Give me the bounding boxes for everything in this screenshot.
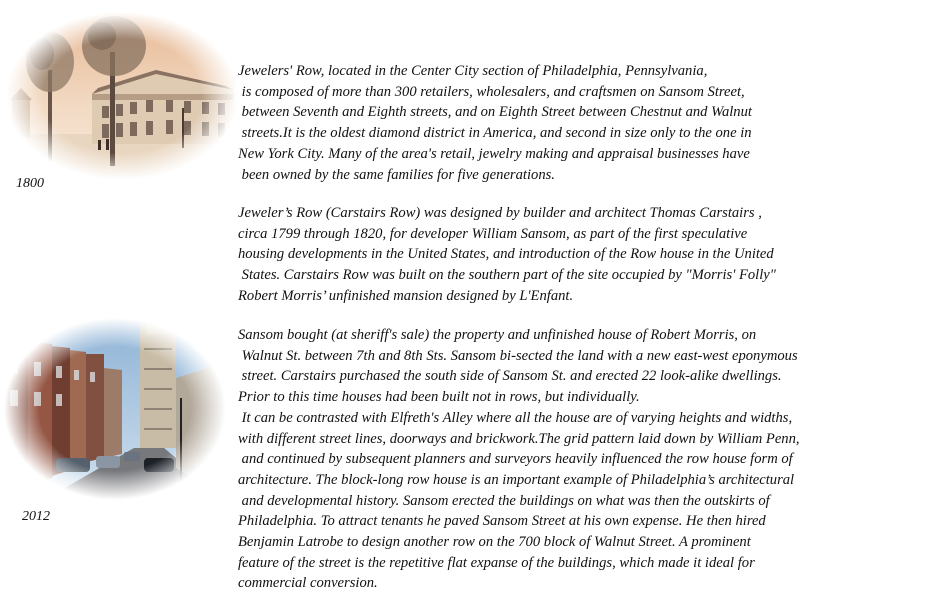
text-line: New York City. Many of the area's retail, jewelry making and appraisal businesses have [238, 145, 750, 162]
text-line: Sansom bought (at sheriff's sale) the property and unfinished house of Robert Morris, on [238, 327, 757, 343]
text-line: Jewelers' Row, located in the Center City section of Philadelphia, Pennsylvania, [238, 63, 708, 79]
text-line: Walnut St. between 7th and 8th Sts. Sansom bi-sected the land with a new east-west eponymous [238, 347, 798, 364]
text-line: commercial conversion. [238, 575, 378, 592]
paragraph-carstairs-row [238, 203, 776, 307]
text-line: Philadelphia. To attract tenants he paved Sansom Street at his own expense. He then hired [238, 513, 766, 530]
text-line: between Seventh and Eighth streets, and on Eighth Street between Chestnut and Walnut [238, 104, 752, 121]
text-line: It can be contrasted with Elfreth's Alley where all the house are of varying heights and widths, [238, 409, 793, 426]
text-line: Robert Morris’ unfinished mansion designed by L'Enfant. [238, 287, 574, 304]
text-line: circa 1799 through 1820, for developer William Sansom, as part of the first speculative [238, 225, 748, 242]
text-line: been owned by the same families for five generations. [238, 166, 555, 183]
text-line: street. Carstairs purchased the south side of Sansom St. and erected 22 look-alike dwellings. [238, 368, 782, 385]
text-line: Prior to this time houses had been built not in rows, but individually. [238, 389, 640, 406]
text-line: streets.It is the oldest diamond district in America, and second in size only to the one in [238, 125, 752, 142]
street-photo-2012-image [4, 318, 226, 500]
text-line: feature of the street is the repetitive flat expanse of the buildings, which made it ideal for [238, 554, 755, 571]
text-line: and continued by subsequent planners and surveyors heavily influenced the row house form of [238, 451, 793, 468]
engraving-1800-image [6, 12, 238, 180]
text-line: Benjamin Latrobe to design another row on the 700 block of Walnut Street. A prominent [238, 534, 751, 551]
text-line: architecture. The block-long row house is an important example of Philadelphia’s architectural [238, 471, 795, 488]
text-line: States. Carstairs Row was built on the southern part of the site occupied by "Morris' Folly" [238, 267, 776, 284]
text-line: with different street lines, doorways and brickwork.The grid pattern laid down by William Penn, [238, 430, 800, 447]
caption-2012: 2012 [22, 509, 50, 524]
caption-1800: 1800 [16, 176, 44, 191]
paragraph-jewelers-row [238, 61, 752, 185]
paragraph-sansom-history [238, 325, 800, 594]
text-line: and developmental history. Sansom erected the buildings on what was then the outskirts of [238, 492, 770, 509]
text-line: housing developments in the United States, and introduction of the Row house in the United [238, 246, 774, 263]
text-line: Jeweler’s Row (Carstairs Row) was designed by builder and architect Thomas Carstairs , [238, 205, 762, 221]
text-line: is composed of more than 300 retailers, wholesalers, and craftsmen on Sansom Street, [238, 83, 745, 100]
